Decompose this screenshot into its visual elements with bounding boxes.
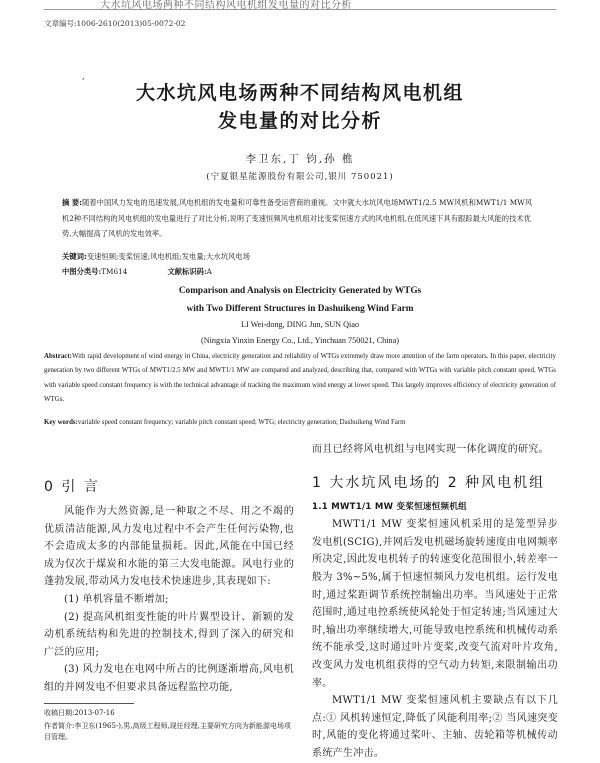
margin-mark: , <box>82 72 85 81</box>
classification-row <box>62 267 212 277</box>
abstract-zh <box>62 195 537 242</box>
abstract-en-label: Abstract: <box>44 353 72 360</box>
keywords-en-text: variable speed constant frequency; variable pitch constant speed; WTG; electricity generation; Dashuikeng Wind Farm <box>77 419 406 426</box>
footnote-author: 作者简介:李卫东(1965-),男,高级工程师,现任经理,主要研究方向为新能源电场项目管理。 <box>44 722 291 741</box>
clc-value: TM614 <box>101 267 128 276</box>
doc-code-value: A <box>206 267 212 276</box>
running-header: 大水坑风电场两种不同结构风电机组发电量的对比分析 <box>100 0 352 9</box>
list-item-3: (3) 风力发电在电网中所占的比例逐渐增高,风电机组的并网发电不但要求具备远程监控功能, <box>44 664 294 693</box>
header-rule <box>44 9 556 10</box>
abstract-en-text: With rapid development of wind energy in China, electricity generation and reliability of WTGs extremely draw more attention of the farm operators. In this paper, electricity generation by two different WTGs of MWT1/2.5 MW and MWT1/1 MW are compared and analyzed, describing that, compared with WTGs with variable pitch constant speed, WTGs with variable speed constant frequency is with the technical advantage of tracking the maximum wind energy at lower speed. This largely improves efficiency of electricity generation of WTGs. <box>44 353 556 404</box>
keywords-zh <box>62 249 537 265</box>
footnote-rule <box>44 703 134 704</box>
title-en-line1: Comparison and Analysis on Electricity Generated by WTGs <box>178 286 422 296</box>
right-col-paragraph-1: MWT1/1 MW 变桨恒速风机采用的是笼型异步发电机(SCIG),并网后发电机磁场旋转速度由电网频率所决定,因此发电机转子的转速变化范围很小,转差率一般为 3%~5%,属于恒速恒频风力发电机组。运行发电时,通过桨距调节系统控制输出功率。当风速处于正常范围时,通过电控系统使风轮处于恒定转速;当风速过大时,输出功率继续增大,可能导致电控系统和机械传动系统不能承受,这时通过叶片变桨,改变气流对叶片攻角,改变风力发电机组获得的空气动力转矩,来限制输出功率。 <box>312 519 558 689</box>
authors-zh: 李卫东,丁 钧,孙 樵 <box>245 153 355 165</box>
right-col-paragraph-2: MWT1/1 MW 变桨恒速风机主要缺点有以下几点:① 风机转速恒定,降低了风能利用率;② 当风速突变时,风能的变化将通过桨叶、主轴、齿轮箱等机械传动系统产生冲击。 <box>312 695 558 759</box>
left-column <box>44 475 294 697</box>
keywords-en-label: Key words: <box>44 419 78 426</box>
section-0-heading: 0 引 言 <box>44 479 100 495</box>
section-1-heading: 1 大水坑风电场的 2 种风电机组 <box>312 474 546 491</box>
right-column <box>312 441 558 763</box>
title-en-line2: with Two Different Structures in Dashuikeng Wind Farm <box>186 304 414 314</box>
abstract-zh-text: 随着中国风力发电的迅速发展,风电机组的发电量和可靠性备受运营商的重视。文中就大水坑风电场MWT1/2.5 MW风机和MWT1/1 MW风机2种不同结构的风电机组的发电量进行了对比分析,说明了变速恒频风电机组对比变桨恒速方式的风电机组,在低风速下具有跟踪最大风能的技术优势,大幅提高了风机的发电效率。 <box>62 198 533 238</box>
abstract-en <box>44 350 556 408</box>
keywords-en <box>44 419 556 426</box>
affiliation-zh: (宁夏银星能源股份有限公司,银川 750021) <box>206 172 394 182</box>
keywords-zh-label: 关键词: <box>62 252 87 261</box>
list-item-1: (1) 单机容量不断增加; <box>64 593 169 605</box>
list-item-2: (2) 提高风机组变性能的叶片翼型设计、新颖的发动机系统结构和先进的控制技术,得到了深入的研究和广泛的应用; <box>44 611 294 658</box>
article-number: 文章编号:1006-2610(2013)05-0072-02 <box>44 19 186 28</box>
footnote-received: 收稿日期:2013-07-16 <box>44 709 115 717</box>
affiliation-en: (Ningxia Yinxin Energy Co., Ltd., Yinchuan 750021, China) <box>201 336 399 345</box>
abstract-zh-label: 摘 要: <box>62 198 83 207</box>
subsection-1-1-heading: 1.1 MWT1/1 MW 变桨恒速恒频机组 <box>312 501 467 512</box>
title-zh-line2: 发电量的对比分析 <box>217 110 382 132</box>
clc-label: 中图分类号: <box>62 267 102 276</box>
right-col-continuation: 而且已经将风电机组与电网实现一体化调度的研究。 <box>312 444 549 455</box>
title-zh-line1: 大水坑风电场两种不同结构风电机组 <box>135 82 464 104</box>
authors-en: LI Wei-dong, DING Jun, SUN Qiao <box>240 320 360 329</box>
keywords-zh-text: 变速恒频;变桨恒速;风电机组;发电量;大水坑风电场 <box>86 252 250 261</box>
doc-code-label: 文献标识码: <box>167 267 207 276</box>
left-col-paragraph-1: 风能作为大然资源,是一种取之不尽、用之不竭的优质清洁能源,风力发电过程中不会产生任何污染物,也不会造成太多的内部能量损耗。因此,风能在中国已经成为仅次于煤炭和水能的第三大发电能源。风电行业的蓬勃发展,带动风力发电技术快速进步,其表现如下: <box>44 506 294 588</box>
